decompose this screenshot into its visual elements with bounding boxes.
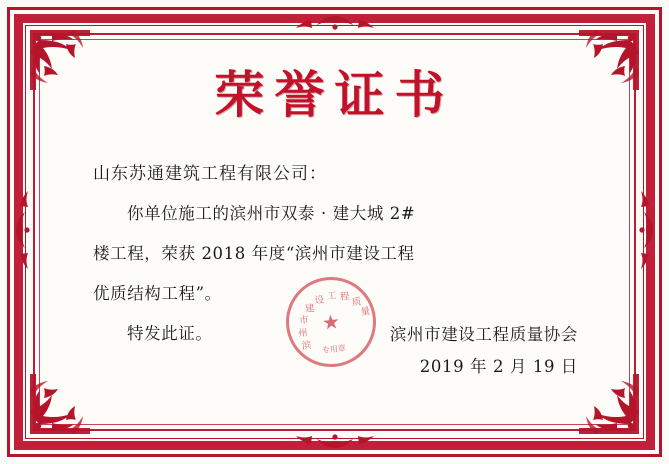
certificate-title: 荣誉证书 <box>214 65 455 124</box>
edge-ornament-bottom <box>275 426 395 450</box>
seal-star-icon: ★ <box>320 309 342 335</box>
edge-ornament-right <box>635 175 655 289</box>
edge-ornament-left <box>14 175 34 289</box>
issue-date: 2019 年 2 月 19 日 <box>419 357 578 376</box>
certificate-content <box>45 45 624 419</box>
body-line-4: 特发此证。 <box>127 324 213 343</box>
body-line-2: 楼工程，荣获 2018 年度“滨州市建设工程 <box>93 244 415 263</box>
edge-ornament-top <box>275 14 395 38</box>
seal-bottom-text: 专用章 <box>321 343 347 356</box>
recipient-line: 山东苏通建筑工程有限公司： <box>93 164 327 184</box>
seal-arc-text: 滨 州 市 建 设 工 程 质 量 <box>297 290 371 352</box>
signature-block <box>390 319 578 383</box>
body-line-1: 你单位施工的滨州市双泰 · 建大城 2# <box>127 204 416 223</box>
issuer-name: 滨州市建设工程质量协会 <box>389 325 578 344</box>
body-line-3: 优质结构工程”。 <box>93 284 222 303</box>
